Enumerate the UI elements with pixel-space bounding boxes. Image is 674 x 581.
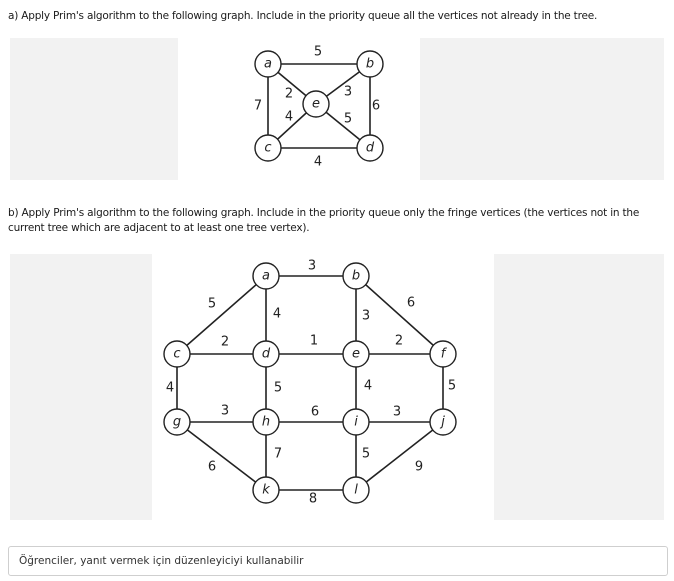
graph-b-weight-i-j: 3 [392,404,402,420]
graph-b-weight-e-f: 2 [394,333,404,349]
graph-b-weight-k-l: 8 [308,491,318,507]
graph-a-weight-c-d: 4 [313,154,323,170]
graph-a-weight-d-e: 5 [343,111,353,127]
graph-b-weight-b-e: 3 [361,308,371,324]
graph-b-node-f [430,341,456,367]
graph-b-node-a [253,263,279,289]
graph-a-weight-b-d: 6 [371,98,381,114]
graph-b-weight-e-i: 4 [363,378,373,394]
graph-b-weight-h-k: 7 [273,446,283,462]
graph-b-weight-g-h: 3 [220,403,230,419]
graph-a-weight-a-e: 2 [284,86,294,102]
graph-b-node-label-e: e [352,346,360,362]
graph-b-weight-c-d: 2 [220,334,230,350]
graph-b-weight-i-l: 5 [361,446,371,462]
graph-b-node-label-d: d [261,346,271,362]
graph-b-weight-d-e: 1 [309,333,319,349]
graph-a-weight-a-c: 7 [253,98,263,114]
graph-b-weights [166,259,456,507]
graph-b-weight-j-l: 9 [414,459,424,475]
graph-b-node-c [164,341,190,367]
graph-b-node-label-g: g [172,414,182,430]
graph-b-node-b [343,263,369,289]
graph-b-weight-a-d: 4 [272,306,282,322]
graph-b-weight-h-i: 6 [310,404,320,420]
graph-b-node-label-l: l [354,482,358,498]
graph-b-node-d [253,341,279,367]
graph-b-node-label-i: i [354,414,358,430]
question-a-text: a) Apply Prim's algorithm to the following graph. Include in the priority queue all the vertices not already in the tree. [8,10,598,22]
graph-b-node-k [253,477,279,503]
graph-b-weight-g-k: 6 [207,459,217,475]
graph-b-weight-d-h: 5 [273,380,283,396]
graph-b-node-e [343,341,369,367]
graph-b-edge-g-k [177,422,266,490]
graph-b-node-label-b: b [351,268,361,284]
graph-a-node-label-e: e [312,96,320,112]
graph-b-weight-b-f: 6 [406,295,416,311]
graph-b-node-j [430,409,456,435]
graph-b-node-label-a: a [262,268,270,284]
answer-editor-placeholder: Öğrenciler, yanıt vermek için düzenleyiciyi kullanabilir [19,555,304,567]
graph-b-weight-f-j: 5 [447,378,457,394]
graph-b-weight-a-c: 5 [207,296,217,312]
graph-b-node-label-j: j [441,414,445,430]
graph-a-node-label-a: a [264,56,272,72]
graph-b-node-label-h: h [261,414,271,430]
graph-b-node-g [164,409,190,435]
graph-a-node-label-b: b [365,56,375,72]
graph-b-node-label-f: f [440,346,446,362]
question-b-text: b) Apply Prim's algorithm to the following graph. Include in the priority queue only the fringe vertices (the vertices not in the current tree which are adjacent to at least one tree vertex). [8,207,640,234]
graph-a-weight-b-e: 3 [343,84,353,100]
graph-b-edges [177,276,443,490]
graph-a-weight-a-b: 5 [313,44,323,60]
graph-a-weight-c-e: 4 [284,109,294,125]
graph-b-node-l [343,477,369,503]
graph-b-node-h [253,409,279,435]
graph-a-node-label-d: d [365,140,375,156]
graph-a-node-label-c: c [264,140,272,156]
graph-b-weight-a-b: 3 [307,258,317,274]
graph-b-node-label-k: k [262,482,270,498]
graph-b-node-i [343,409,369,435]
graph-b-weight-c-g: 4 [165,380,175,396]
graph-b-node-label-c: c [173,346,181,362]
answer-editor[interactable] [8,546,668,576]
